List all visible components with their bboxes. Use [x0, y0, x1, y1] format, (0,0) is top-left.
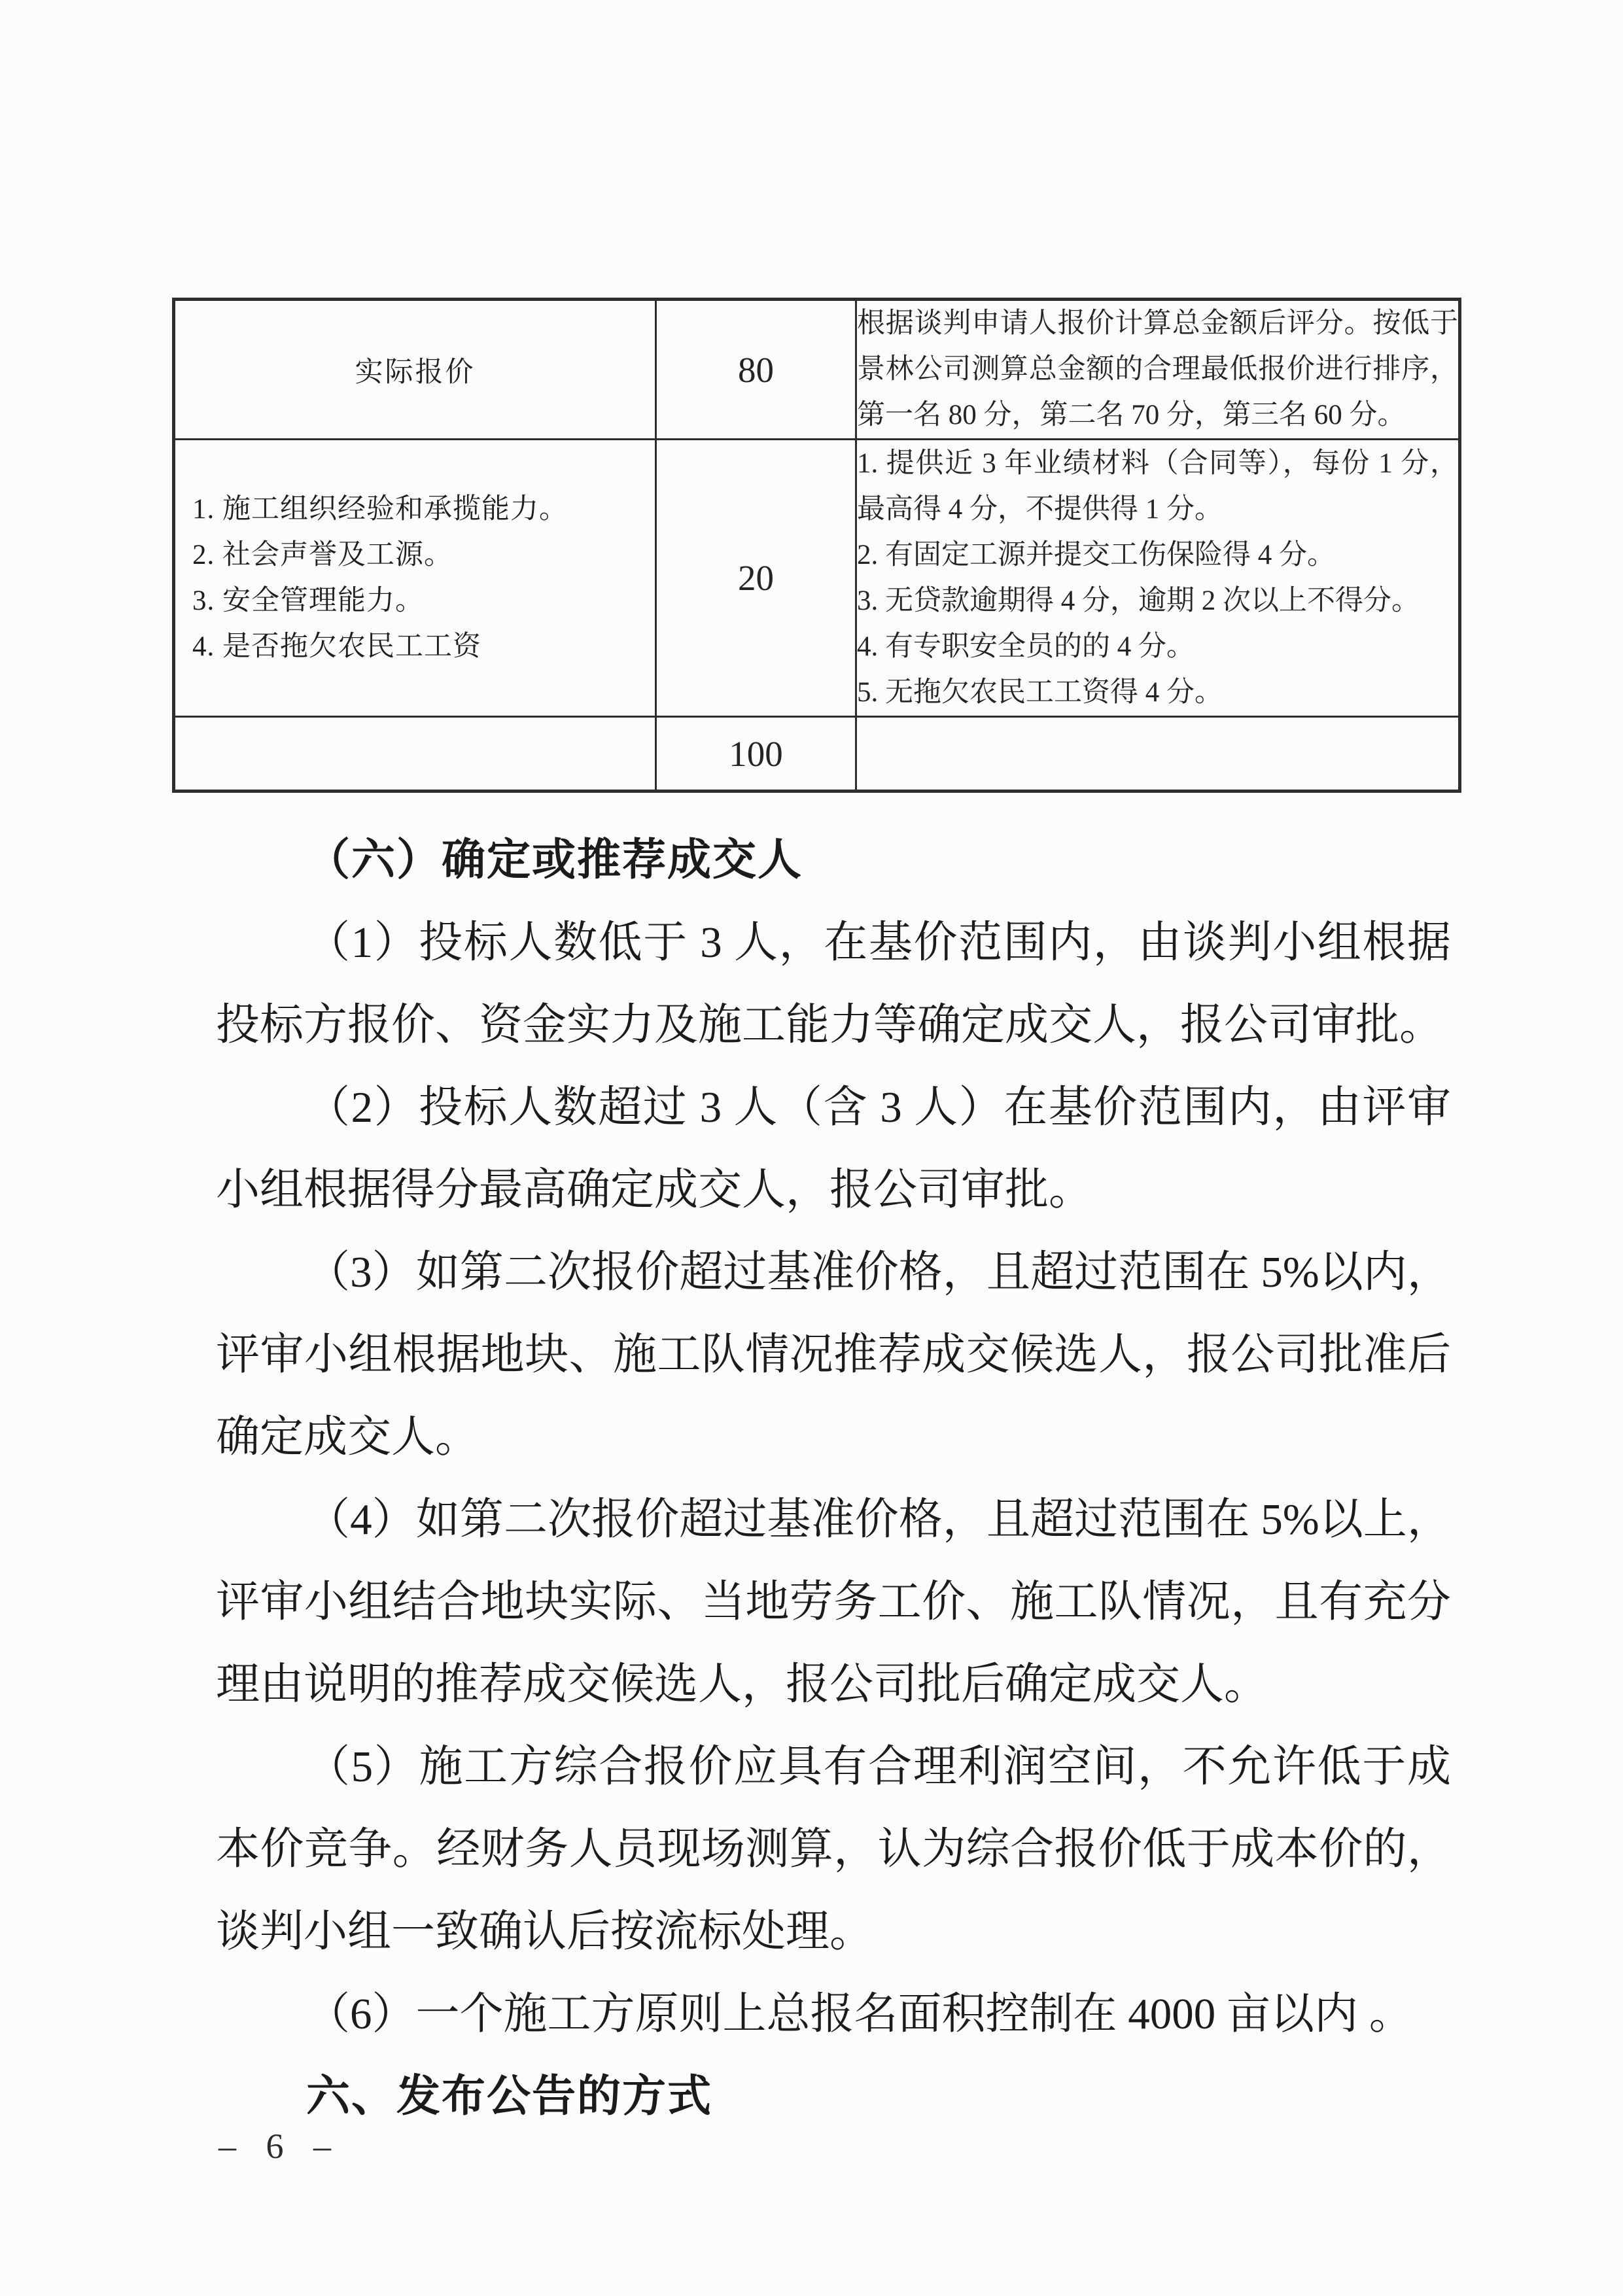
list-item: 3. 安全管理能力。: [192, 585, 424, 616]
section-heading-six: 六、发布公告的方式: [306, 2072, 712, 2121]
list-item: 5. 无拖欠农民工工资得 4 分。: [857, 676, 1223, 708]
paragraph-2: （2）投标人数超过 3 人（含 3 人）在基价范围内，由评审小组根据得分最高确定成交人，报公司审批。: [216, 1083, 1451, 1214]
score-value: 20: [738, 558, 774, 598]
item-label: 实际报价: [355, 357, 476, 388]
section-heading-six-sub: （六）确定或推荐成交人: [306, 836, 803, 884]
table-row-total: [174, 717, 1460, 791]
item-cell: [174, 300, 656, 440]
table-row-qualifications: [174, 440, 1460, 717]
body-content: [216, 819, 1451, 2138]
item-cell-empty: [174, 717, 656, 791]
page-number: – 6 –: [218, 2127, 341, 2166]
criteria-text: 根据谈判申请人报价计算总金额后评分。按低于景林公司测算总金额的合理最低报价进行排序，第一名 80 分，第二名 70 分，第三名 60 分。: [857, 308, 1458, 430]
criteria-cell-empty: [856, 717, 1460, 791]
scoring-table: [172, 298, 1461, 793]
paragraph-5: （5）施工方综合报价应具有合理利润空间，不允许低于成本价竞争。经财务人员现场测算，认为综合报价低于成本价的，谈判小组一致确认后按流标处理。: [216, 1743, 1451, 1956]
criteria-list: [857, 441, 1458, 716]
item-list: [175, 487, 655, 670]
list-item: 2. 有固定工源并提交工伤保险得 4 分。: [857, 539, 1335, 570]
list-item: 3. 无贷款逾期得 4 分，逾期 2 次以上不得分。: [857, 585, 1420, 616]
table-row-actual-quote: [174, 300, 1460, 440]
paragraph-4: （4）如第二次报价超过基准价格，且超过范围在 5%以上，评审小组结合地块实际、当地劳务工价、施工队情况，且有充分理由说明的推荐成交候选人，报公司批后确定成交人。: [216, 1495, 1451, 1709]
list-item: 4. 有专职安全员的的 4 分。: [857, 631, 1195, 662]
list-item: 1. 提供近 3 年业绩材料（合同等），每份 1 分，最高得 4 分，不提供得 1 分。: [857, 447, 1458, 525]
item-cell: [174, 440, 656, 717]
criteria-cell: [856, 440, 1460, 717]
score-cell: [656, 300, 856, 440]
list-item: 2. 社会声誉及工源。: [192, 539, 453, 570]
paragraph-1: （1）投标人数低于 3 人，在基价范围内，由谈判小组根据投标方报价、资金实力及施工能力等确定成交人，报公司审批。: [216, 918, 1451, 1049]
list-item: 1. 施工组织经验和承揽能力。: [192, 493, 568, 525]
total-score-cell: [656, 717, 856, 791]
total-score-value: 100: [729, 733, 783, 774]
list-item: 4. 是否拖欠农民工工资: [192, 631, 481, 662]
score-value: 80: [738, 349, 774, 390]
score-cell: [656, 440, 856, 717]
criteria-cell: [856, 300, 1460, 440]
paragraph-6: （6）一个施工方原则上总报名面积控制在 4000 亩以内 。: [306, 1990, 1413, 2038]
paragraph-3: （3）如第二次报价超过基准价格，且超过范围在 5%以内，评审小组根据地块、施工队情况推荐成交候选人，报公司批准后确定成交人。: [216, 1248, 1451, 1461]
